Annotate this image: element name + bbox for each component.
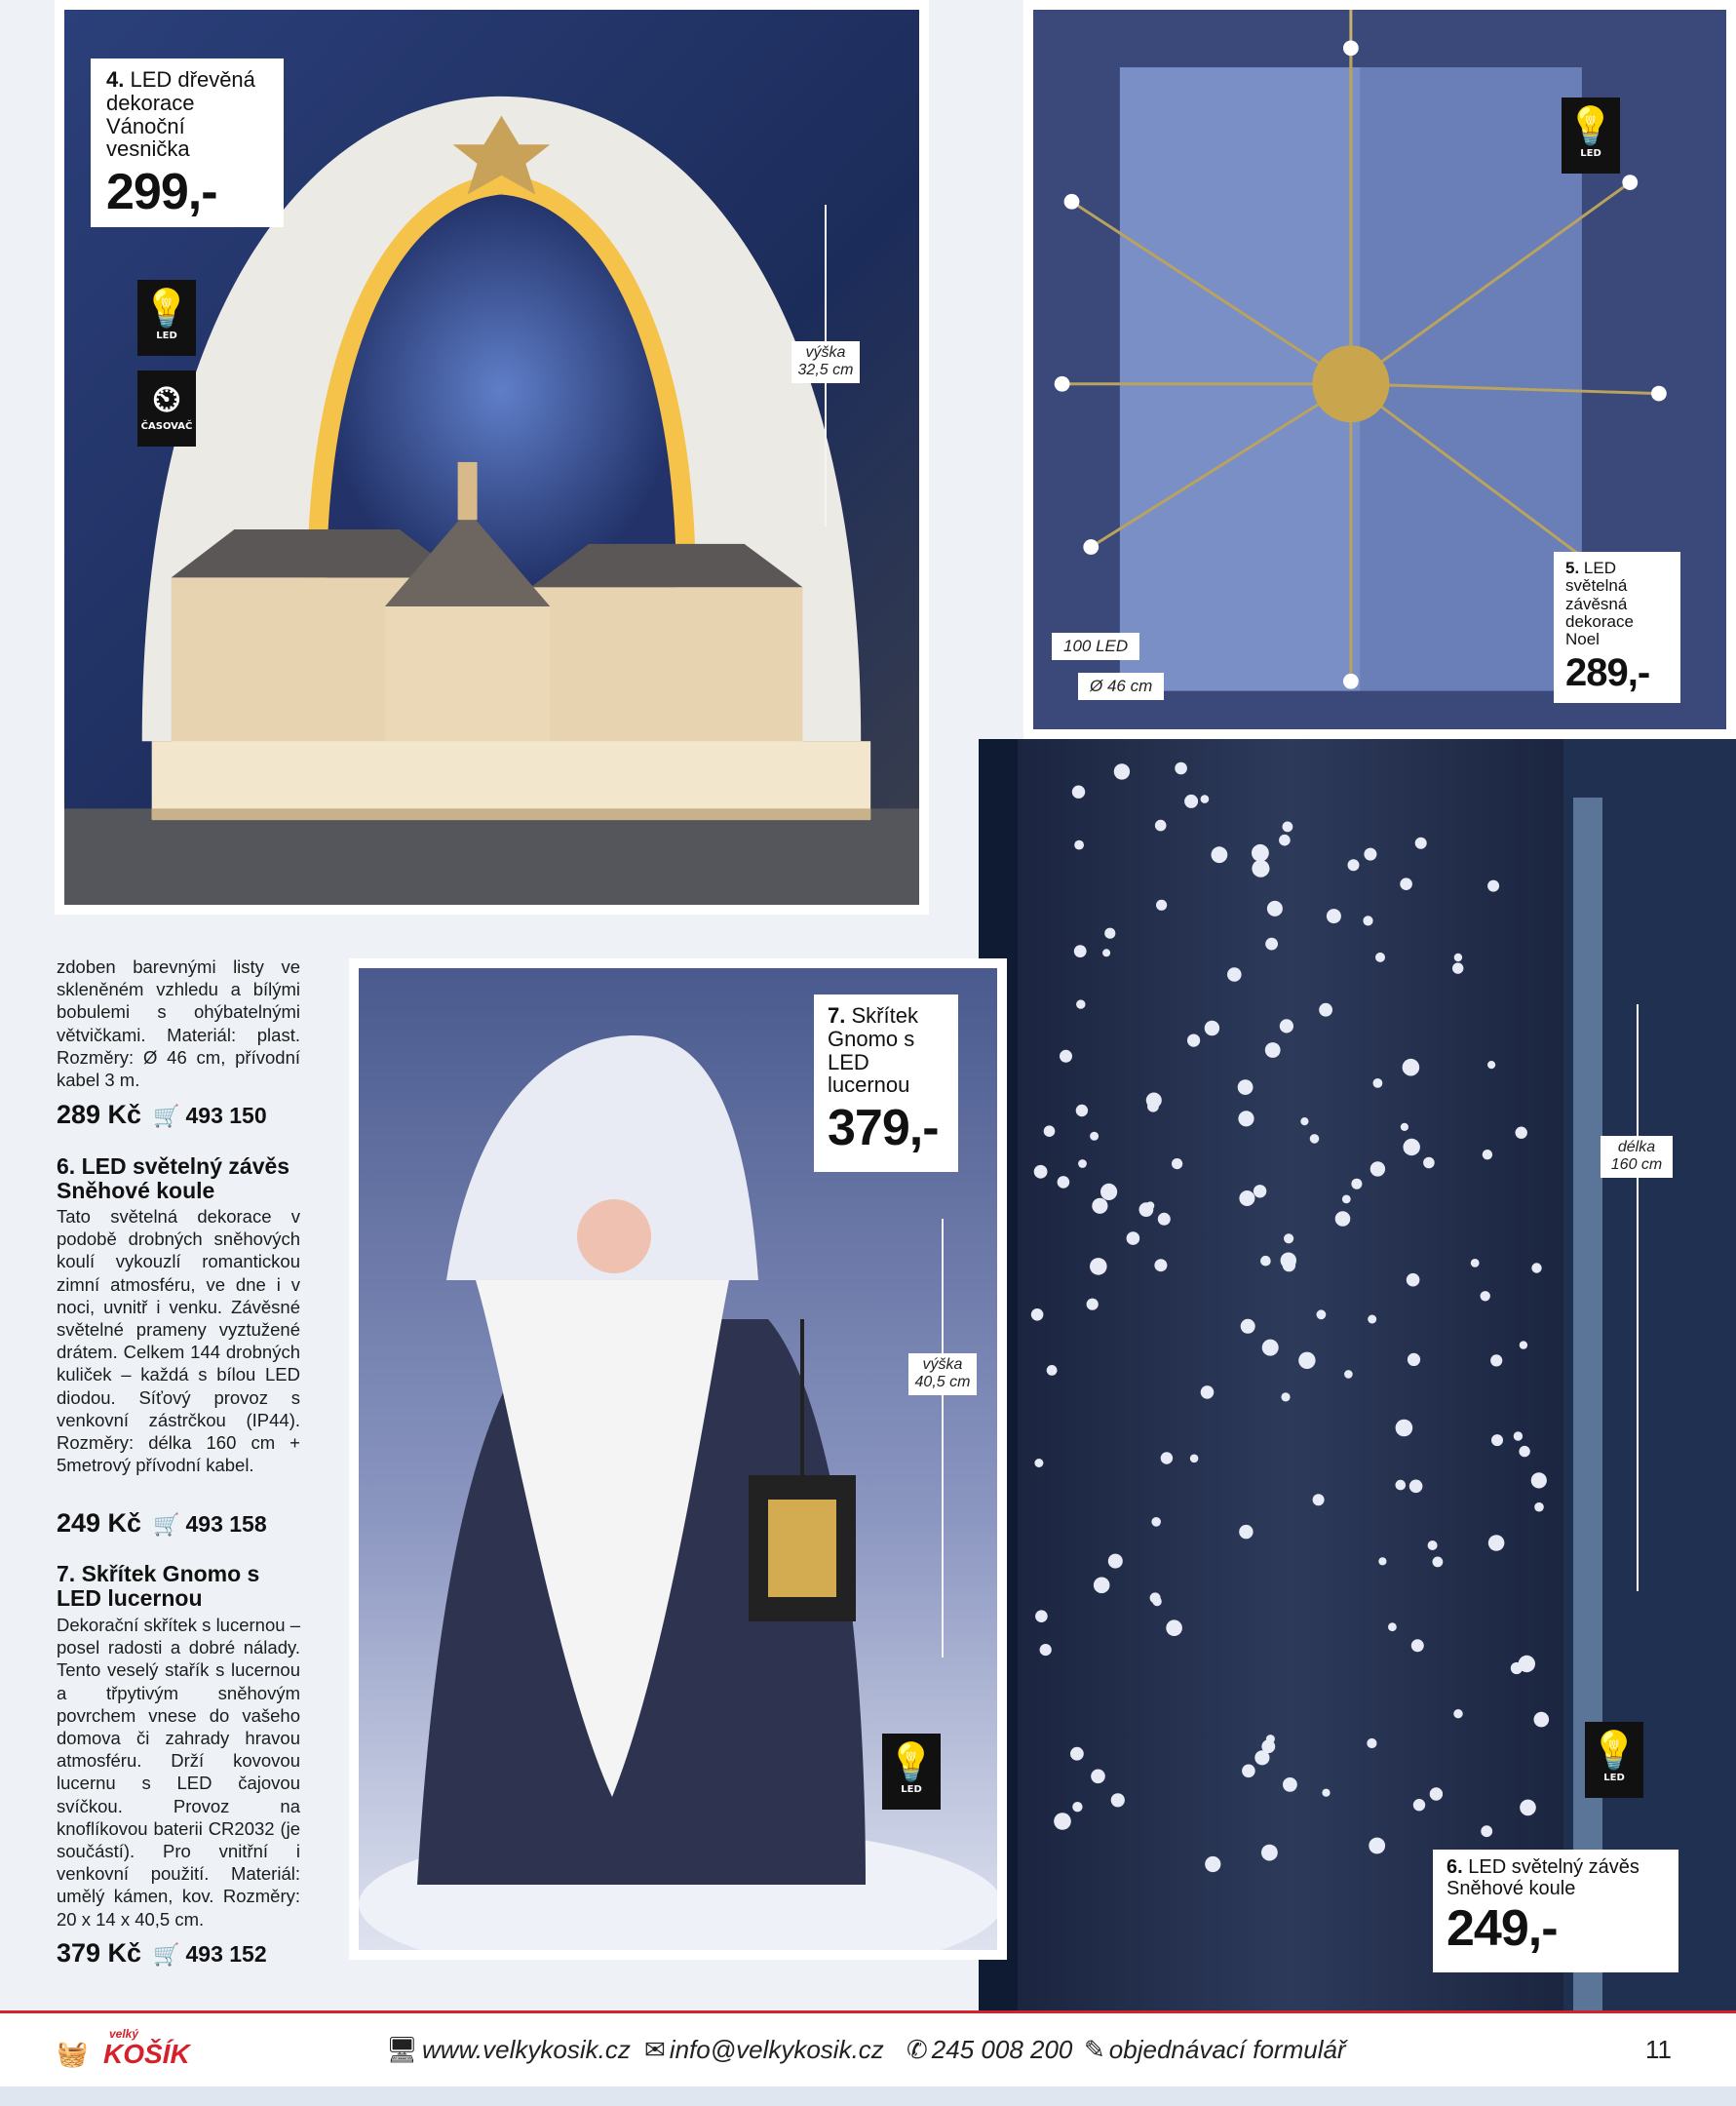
product-7-tag xyxy=(814,994,958,1172)
snowball-light xyxy=(1060,1050,1072,1063)
snowball-light xyxy=(1070,1747,1084,1761)
snowball-light xyxy=(1481,1291,1490,1301)
snowball-light xyxy=(1239,1525,1253,1539)
snowball-light xyxy=(1327,909,1341,923)
snowball-light xyxy=(1490,1354,1502,1366)
snowball-light xyxy=(1534,1502,1544,1512)
snowball-light xyxy=(1040,1644,1052,1656)
snowball-light xyxy=(1158,1213,1171,1226)
product-7-description xyxy=(57,1614,300,1930)
product-7-title: 7. Skřítek Gnomo s LED lucernou xyxy=(57,1561,260,1611)
snowball-light xyxy=(1265,1042,1281,1058)
order-form-link[interactable] xyxy=(1084,2035,1346,2065)
cart-icon[interactable]: 🛒 xyxy=(153,1942,180,1967)
product-5-code: 493 150 xyxy=(185,1103,267,1128)
product-7-height-label: výška 40,5 cm xyxy=(908,1353,977,1395)
phone-icon: ✆ xyxy=(907,2035,928,2064)
snowball-light xyxy=(1396,1420,1413,1437)
snowball-light xyxy=(1483,1150,1492,1159)
snowball-light xyxy=(1035,1610,1048,1622)
snowball-light xyxy=(1074,945,1087,957)
snowball-light xyxy=(1254,1185,1266,1197)
snowball-light xyxy=(1487,1061,1495,1069)
product-6-title: 6. LED světelný závěs Sněhové koule xyxy=(57,1153,290,1203)
snowball-light xyxy=(1491,1434,1503,1446)
snowball-light xyxy=(1280,1019,1293,1033)
snowball-light xyxy=(1175,762,1187,775)
snowball-light xyxy=(1531,1263,1541,1272)
snowball-light xyxy=(1310,1134,1320,1144)
snowball-light xyxy=(1114,763,1130,779)
bulb-icon: 💡 xyxy=(1567,104,1614,147)
product-5-price-text: 289 Kč xyxy=(57,1100,142,1129)
snowball-light xyxy=(1054,1813,1071,1830)
snowball-light xyxy=(1342,1195,1351,1204)
email-link[interactable] xyxy=(644,2035,884,2065)
product-6-price: 249,- xyxy=(1447,1900,1558,1958)
snowball-light xyxy=(1058,1176,1070,1189)
led-badge-label: LED xyxy=(1603,1773,1625,1783)
snowball-light xyxy=(1187,1034,1200,1047)
snowball-light xyxy=(1281,1392,1290,1401)
snowball-light xyxy=(1396,1480,1407,1491)
bulb-icon: 💡 xyxy=(888,1740,935,1783)
snowball-light xyxy=(1252,844,1269,862)
snowball-light xyxy=(1104,928,1115,939)
snowball-light xyxy=(1262,1340,1279,1356)
product-5-number: 5. xyxy=(1565,559,1580,577)
phone-text: 245 008 200 xyxy=(931,2035,1073,2064)
snowball-light xyxy=(1411,1639,1424,1652)
led-badge-4 xyxy=(137,280,196,356)
snowball-light xyxy=(1430,1787,1443,1800)
footer xyxy=(0,2010,1736,2089)
snowball-light xyxy=(1150,1592,1161,1603)
snowball-light xyxy=(1239,1190,1254,1206)
snowball-light xyxy=(1190,1455,1199,1463)
snowball-light xyxy=(1266,1735,1275,1743)
timer-badge-4 xyxy=(137,370,196,447)
snowball-light xyxy=(1520,1341,1527,1348)
snowball-light xyxy=(1227,967,1242,982)
snowball-light xyxy=(1471,1259,1480,1268)
snowball-light xyxy=(1156,900,1167,911)
snowball-light xyxy=(1519,1446,1529,1457)
snowball-light xyxy=(1300,1117,1308,1125)
snowball-light xyxy=(1283,822,1293,833)
snowball-light xyxy=(1094,1578,1110,1594)
snowball-light xyxy=(1155,820,1167,832)
snowball-light xyxy=(1283,1777,1297,1792)
snowball-light xyxy=(1201,1385,1215,1399)
basket-icon: 🧺 xyxy=(57,2039,89,2068)
product-4-height xyxy=(791,205,860,526)
snowball-light xyxy=(1433,1557,1444,1568)
snowball-light xyxy=(1091,1770,1105,1784)
snowball-light xyxy=(1423,1157,1435,1169)
snowball-light xyxy=(1260,1256,1271,1267)
snowball-light xyxy=(1403,1059,1420,1076)
snowball-light xyxy=(1370,1161,1385,1176)
snowball-light xyxy=(1205,1856,1220,1872)
snowball-light xyxy=(1531,1472,1547,1488)
snowball-light xyxy=(1319,1003,1332,1017)
snowball-light xyxy=(1044,1125,1056,1137)
snowball-light xyxy=(1409,1480,1423,1494)
snowball-light xyxy=(1047,1365,1058,1376)
snowball-light xyxy=(1205,1021,1219,1035)
snowball-light xyxy=(1408,1353,1420,1366)
led-badge-5 xyxy=(1562,98,1620,174)
led-badge-label: LED xyxy=(901,1784,922,1795)
product-4-price: 299,- xyxy=(106,164,217,220)
snowball-light xyxy=(1514,1431,1523,1440)
snowball-light xyxy=(1074,840,1084,850)
snowball-light xyxy=(1375,953,1385,962)
snowball-light xyxy=(1267,901,1283,916)
snowball-light xyxy=(1252,860,1269,878)
snowball-light xyxy=(1487,880,1499,892)
snowball-light xyxy=(1238,1111,1254,1126)
product-6-name: LED světelný závěs Sněhové koule xyxy=(1447,1856,1640,1899)
snowball-light xyxy=(1034,1165,1048,1179)
snowball-light xyxy=(1322,1789,1330,1797)
product-4-name: LED dřevěná dekorace Vánoční vesnička xyxy=(106,67,255,162)
snowball-light xyxy=(1413,1799,1425,1811)
snowball-light xyxy=(1090,1258,1107,1275)
edit-icon: ✎ xyxy=(1084,2035,1105,2064)
product-7-name: Skřítek Gnomo s LED lucernou xyxy=(828,1003,918,1098)
product-5-tag xyxy=(1554,552,1680,703)
snowball-light xyxy=(1076,1105,1088,1116)
snowball-light xyxy=(1151,1517,1161,1527)
snowball-light xyxy=(1184,795,1198,808)
product-7-height xyxy=(908,1219,977,1658)
diameter-chip: Ø 46 cm xyxy=(1078,673,1164,700)
snowball-light xyxy=(1146,1201,1154,1209)
product-5-price-row xyxy=(57,1100,267,1130)
product-7-code: 493 152 xyxy=(185,1941,267,1967)
snowball-light xyxy=(1369,1838,1385,1854)
page-number: 11 xyxy=(1645,2035,1672,2064)
product-5-name: LED světelná závěsná dekorace Noel xyxy=(1565,559,1634,649)
snowball-light xyxy=(1111,1793,1125,1807)
product-6-number: 6. xyxy=(1447,1856,1463,1878)
timer-badge-label: ČASOVAČ xyxy=(140,421,193,432)
snowball-light xyxy=(1452,962,1463,973)
bottom-strip xyxy=(0,2086,1736,2106)
snowball-light xyxy=(1401,1123,1408,1131)
product-4-number: 4. xyxy=(106,67,125,92)
snowball-light xyxy=(1127,1231,1140,1245)
snowball-light xyxy=(1090,1132,1099,1141)
snowball-light xyxy=(1534,1712,1550,1728)
snowball-light xyxy=(1034,1459,1043,1467)
snowball-light xyxy=(1172,1158,1182,1169)
product-6-tag xyxy=(1433,1850,1678,1972)
snowball-light xyxy=(1388,1622,1397,1631)
envelope-icon: ✉ xyxy=(644,2035,666,2064)
monitor-icon: 🖥 xyxy=(386,2035,419,2064)
product-6-length xyxy=(1599,1004,1677,1591)
email-text: info@velkykosik.cz xyxy=(669,2035,884,2064)
website-link[interactable] xyxy=(386,2035,631,2065)
snowball-light xyxy=(1147,1101,1159,1112)
phone-link[interactable] xyxy=(907,2035,1072,2065)
snowball-light xyxy=(1335,1211,1351,1227)
logo-small-text: velký xyxy=(109,2027,139,2041)
snowball-light xyxy=(1364,848,1376,861)
snowball-light xyxy=(1072,1802,1082,1812)
snowball-light xyxy=(1166,1619,1182,1636)
snowball-light xyxy=(1284,1233,1293,1243)
brand-logo[interactable] xyxy=(57,2027,193,2076)
snowball-light xyxy=(1241,1319,1255,1334)
snowball-light xyxy=(1031,1308,1044,1321)
led-badge-label: LED xyxy=(1580,148,1601,159)
snowball-light xyxy=(1092,1198,1107,1214)
product-7-price: 379,- xyxy=(828,1100,939,1156)
snowball-light xyxy=(1488,1535,1505,1551)
timer-icon: ⏲ xyxy=(152,377,181,420)
snowball-light xyxy=(1298,1352,1315,1369)
product-5-description xyxy=(57,956,300,1091)
website-text: www.velkykosik.cz xyxy=(422,2035,631,2064)
logo-text: KOŠÍK xyxy=(103,2039,190,2069)
snowball-light xyxy=(1078,1159,1087,1168)
product-7-number: 7. xyxy=(828,1003,846,1028)
snowball-light xyxy=(1279,835,1291,846)
product-4-height-label: výška 32,5 cm xyxy=(791,341,860,383)
snowball-light xyxy=(1404,1139,1420,1155)
product-6-description-text: Tato světelná dekorace v podobě drobných sněhových koulí vykouzlí romantickou zimní atmosféru, ve dne i v noci, uvnitř i venku. Závěsné světelné prameny vyztužené drátem. Celkem 144 drobných kuliček – každá s bílou LED diodou. Síťový provoz s venkovní zástrčkou (IP44). Rozměry: délka 160 cm + 5metrový přívodní kabel. xyxy=(57,1206,300,1476)
snowball-light xyxy=(1368,1315,1376,1324)
snowball-light xyxy=(1317,1309,1327,1319)
snowball-light xyxy=(1242,1765,1255,1778)
snowball-light xyxy=(1407,1273,1420,1287)
snowball-light xyxy=(1265,938,1278,951)
snowball-light xyxy=(1161,1452,1173,1463)
order-form-text: objednávací formulář xyxy=(1108,2035,1346,2064)
snowball-light xyxy=(1154,1259,1167,1271)
bulb-icon: 💡 xyxy=(143,287,190,330)
snowball-light xyxy=(1238,1079,1254,1095)
snowball-light xyxy=(1344,1370,1353,1379)
snowball-light xyxy=(1201,795,1210,803)
product-7-price-row xyxy=(57,1938,267,1969)
snowball-light xyxy=(1367,1738,1376,1748)
snowball-light xyxy=(1373,1078,1383,1088)
snowball-light xyxy=(1348,859,1360,871)
snowball-light xyxy=(1415,838,1427,849)
cart-icon[interactable]: 🛒 xyxy=(153,1104,180,1128)
snowball-light xyxy=(1516,1127,1527,1139)
snowball-light xyxy=(1400,878,1412,890)
led-badge-7 xyxy=(882,1734,941,1810)
snowball-light xyxy=(1261,1845,1278,1861)
snowball-light xyxy=(1212,846,1228,863)
product-5-price: 289,- xyxy=(1565,650,1650,694)
snowball-light xyxy=(1378,1557,1386,1565)
snowball-light xyxy=(1519,1656,1535,1672)
snowball-light xyxy=(1520,1800,1536,1816)
snowball-light xyxy=(1076,999,1085,1008)
product-6-description xyxy=(57,1205,300,1476)
snowball-light xyxy=(1102,949,1110,956)
cart-icon[interactable]: 🛒 xyxy=(153,1512,180,1537)
product-6-price-text: 249 Kč xyxy=(57,1508,142,1538)
snowball-light xyxy=(1283,1259,1295,1271)
snowball-light xyxy=(1108,1554,1123,1569)
product-6-code: 493 158 xyxy=(185,1511,267,1537)
snowball-light xyxy=(1363,916,1372,925)
product-5-description-text: zdoben barevnými listy ve skleněném vzhledu a bílými bobulemi s ohýbatelnými větvičkami. Materiál: plast. Rozměry: Ø 46 cm, přívodní kabel 3 m. xyxy=(57,956,300,1091)
snowball-light xyxy=(1100,1184,1117,1200)
snowball-light xyxy=(1428,1540,1438,1550)
snowball-light xyxy=(1453,1709,1462,1718)
led-badge-6 xyxy=(1585,1722,1643,1798)
product-4-tag xyxy=(91,58,284,227)
led-count-chip: 100 LED xyxy=(1052,633,1139,660)
bulb-icon: 💡 xyxy=(1591,1729,1638,1772)
snowball-light xyxy=(1454,954,1462,961)
snowball-light xyxy=(1254,1750,1269,1765)
snowball-light xyxy=(1481,1825,1492,1837)
product-7-description-text: Dekorační skřítek s lucernou – posel radosti a dobré nálady. Tento veselý stařík s lucernou a třpytivým sněhovým povrchem vnese do vašeho domova či zahrady hravou atmosféru. Drží kovovou lucernu s LED čajovou svíčkou. Provoz na knoflíkovou baterii CR2032 (je součástí). Pro vnitřní i venkovní použití. Materiál: umělý kámen, kov. Rozměry: 20 x 14 x 40,5 cm. xyxy=(57,1615,300,1930)
product-6-length-label: délka 160 cm xyxy=(1601,1136,1673,1178)
snowball-light xyxy=(1072,786,1085,799)
snowball-light xyxy=(1087,1299,1099,1310)
product-7-price-text: 379 Kč xyxy=(57,1938,142,1968)
led-badge-label: LED xyxy=(156,331,177,341)
product-6-price-row xyxy=(57,1508,267,1539)
snowball-light xyxy=(1351,1179,1362,1190)
snowball-light xyxy=(1313,1494,1325,1505)
